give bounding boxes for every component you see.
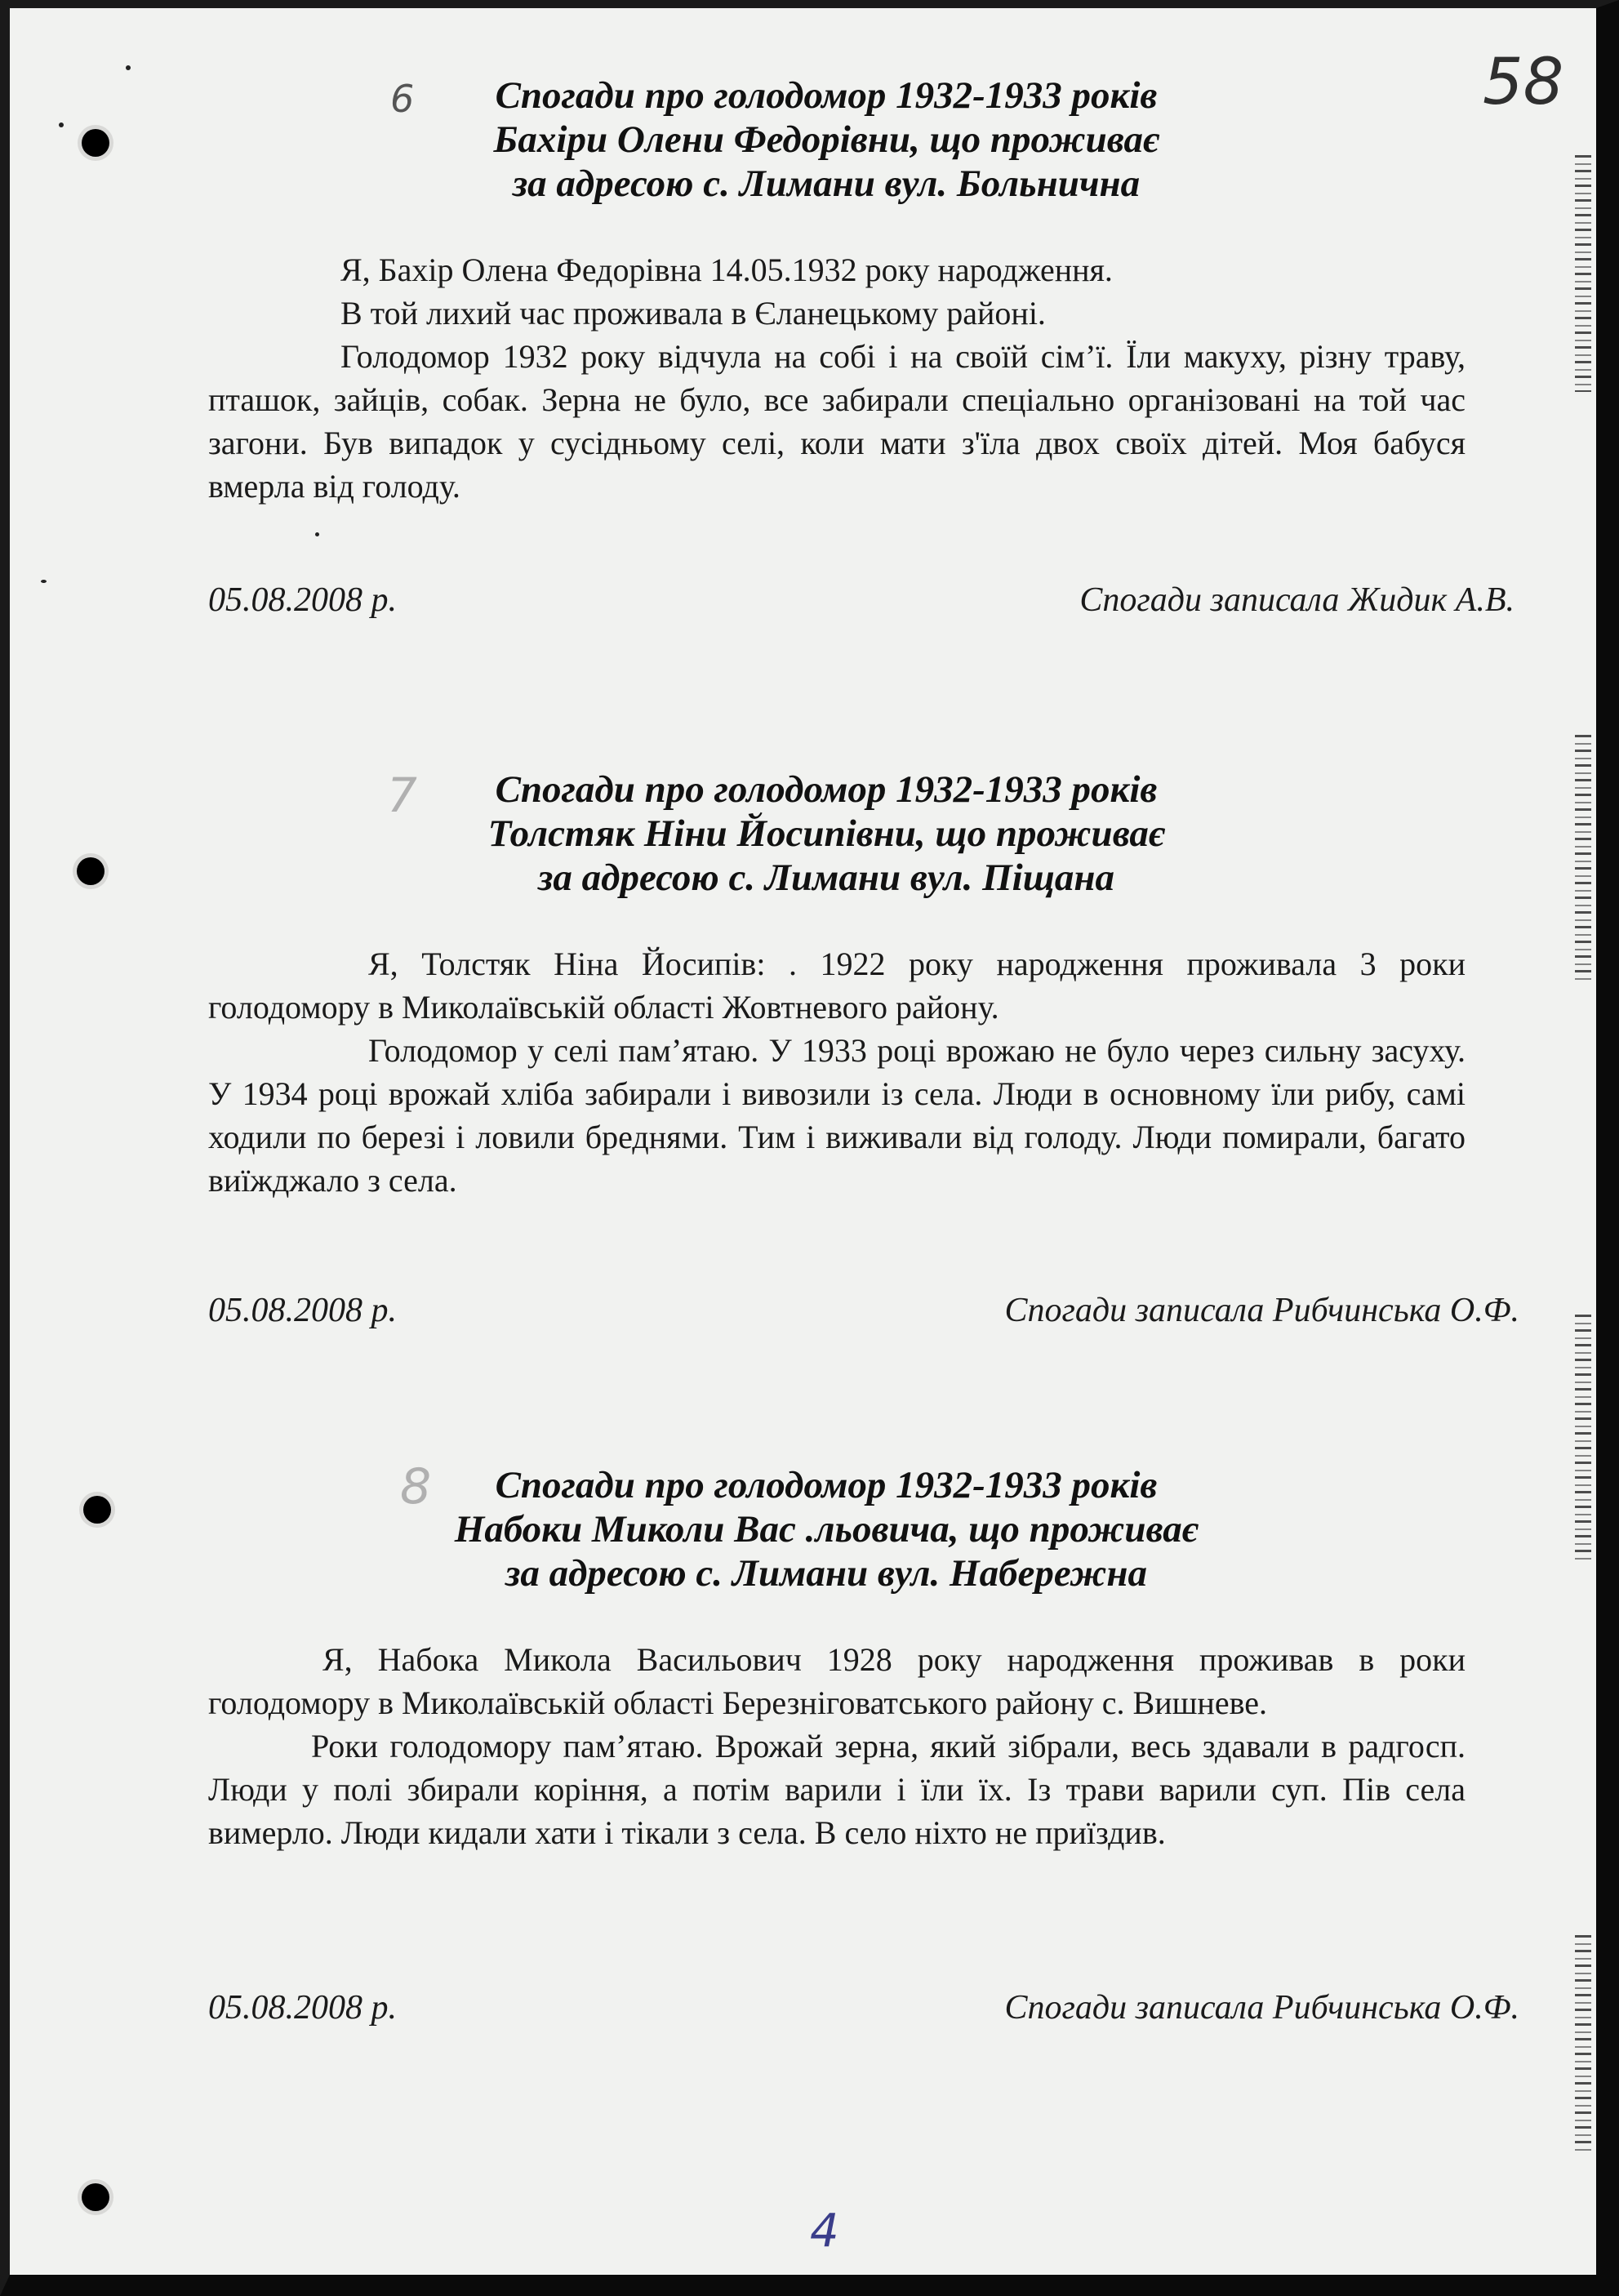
scan-edge-marks [1575, 1315, 1591, 1560]
entry-title-line: Бахіри Олени Федорівни, що проживає [493, 118, 1159, 161]
entry-date: 05.08.2008 р. [208, 1989, 397, 2027]
entry-title-line: Спогади про голодомор 1932-1933 років [495, 74, 1158, 117]
entry-title-line: Спогади про голодомор 1932-1933 років [495, 768, 1158, 811]
entry-recorded-by: Спогади записала Жидик А.В. [1079, 581, 1514, 619]
entry-body [208, 1638, 1466, 1854]
handwritten-page-number-bottom: 4 [810, 2205, 839, 2258]
entry-paragraph: В той лихий час проживала в Єланецькому районі. [340, 295, 1046, 331]
entry-body [208, 942, 1466, 1202]
entry-title-line: Набоки Миколи Вас .льовича, що проживає [454, 1508, 1199, 1551]
punch-hole-lower-middle [83, 1496, 111, 1524]
entry-title [206, 73, 1447, 206]
entry-title-line: за адресою с. Лимани вул. Больнична [512, 162, 1141, 205]
entry-paragraph: Я, Бахір Олена Федорівна 14.05.1932 року народження. [340, 251, 1113, 288]
entry-paragraph: Роки голодомору пам’ятаю. Врожай зерна, який зібрали, весь здавали в радгосп. Люди у полі збирали коріння, а потім варили і їли їх. Із трави варили суп. Пів села вимерло. Люди кидали хати і тікали з села. В село ніхто не приїздив. [208, 1728, 1466, 1851]
handwritten-entry-number: 8 [400, 1458, 432, 1515]
punch-hole-bottom [82, 2183, 109, 2211]
entry-body [208, 248, 1466, 508]
punch-hole-upper-middle [77, 857, 105, 885]
entry-date: 05.08.2008 р. [208, 581, 397, 619]
scan-speck [41, 580, 47, 583]
scan-edge-marks [1575, 735, 1591, 980]
entry-recorded-by: Спогади записала Рибчинська О.Ф. [1004, 1989, 1519, 2027]
entry-paragraph: Я, Толстяк Ніна Йосипів: . 1922 року народження проживала 3 роки голодомору в Миколаївській області Жовтневого району. [208, 946, 1466, 1026]
scan-speck [126, 65, 131, 70]
handwritten-page-number-top: 58 [1483, 46, 1564, 119]
entry-title-line: за адресою с. Лимани вул. Піщана [538, 857, 1114, 899]
scan-edge-marks [1575, 155, 1591, 392]
entry-paragraph: Голодомор у селі пам’ятаю. У 1933 році врожаю не було через сильну засуху. У 1934 році врожай хліба забирали і вивозили із села. Люди в основному їли рибу, самі ходили по березі і ловили бреднями. Тим і виживали від голоду. Люди помирали, багато виїжджало з села. [208, 1032, 1466, 1199]
scan-edge-marks [1575, 1935, 1591, 2156]
punch-hole-top [82, 129, 109, 157]
handwritten-entry-number: 6 [390, 77, 415, 121]
entry-title-line: за адресою с. Лимани вул. Набережна [505, 1552, 1147, 1595]
entry-title [206, 1463, 1447, 1595]
entry-date: 05.08.2008 р. [208, 1292, 397, 1329]
entry-title-line: Толстяк Ніни Йосипівни, що проживає [487, 812, 1165, 855]
entry-recorded-by: Спогади записала Рибчинська О.Ф. [1004, 1292, 1519, 1329]
handwritten-entry-number: 7 [387, 768, 417, 823]
entry-title-line: Спогади про голодомор 1932-1933 років [495, 1464, 1158, 1506]
scan-speck [59, 122, 64, 127]
entry-title [206, 768, 1447, 900]
entry-paragraph: Я, Набока Микола Васильович 1928 року народження проживав в роки голодомору в Миколаївській області Березніговатського району с. Вишневе. [208, 1641, 1466, 1721]
scan-speck [315, 532, 319, 536]
entry-paragraph: Голодомор 1932 року відчула на собі і на своїй сім’ї. Їли макуху, різну траву, пташок, зайців, собак. Зерна не було, все забирали спеціально організовані на той час загони. Був випадок у сусідньому селі, коли мати з'їла двох своїх дітей. Моя бабуся вмерла від голоду. [208, 338, 1466, 505]
